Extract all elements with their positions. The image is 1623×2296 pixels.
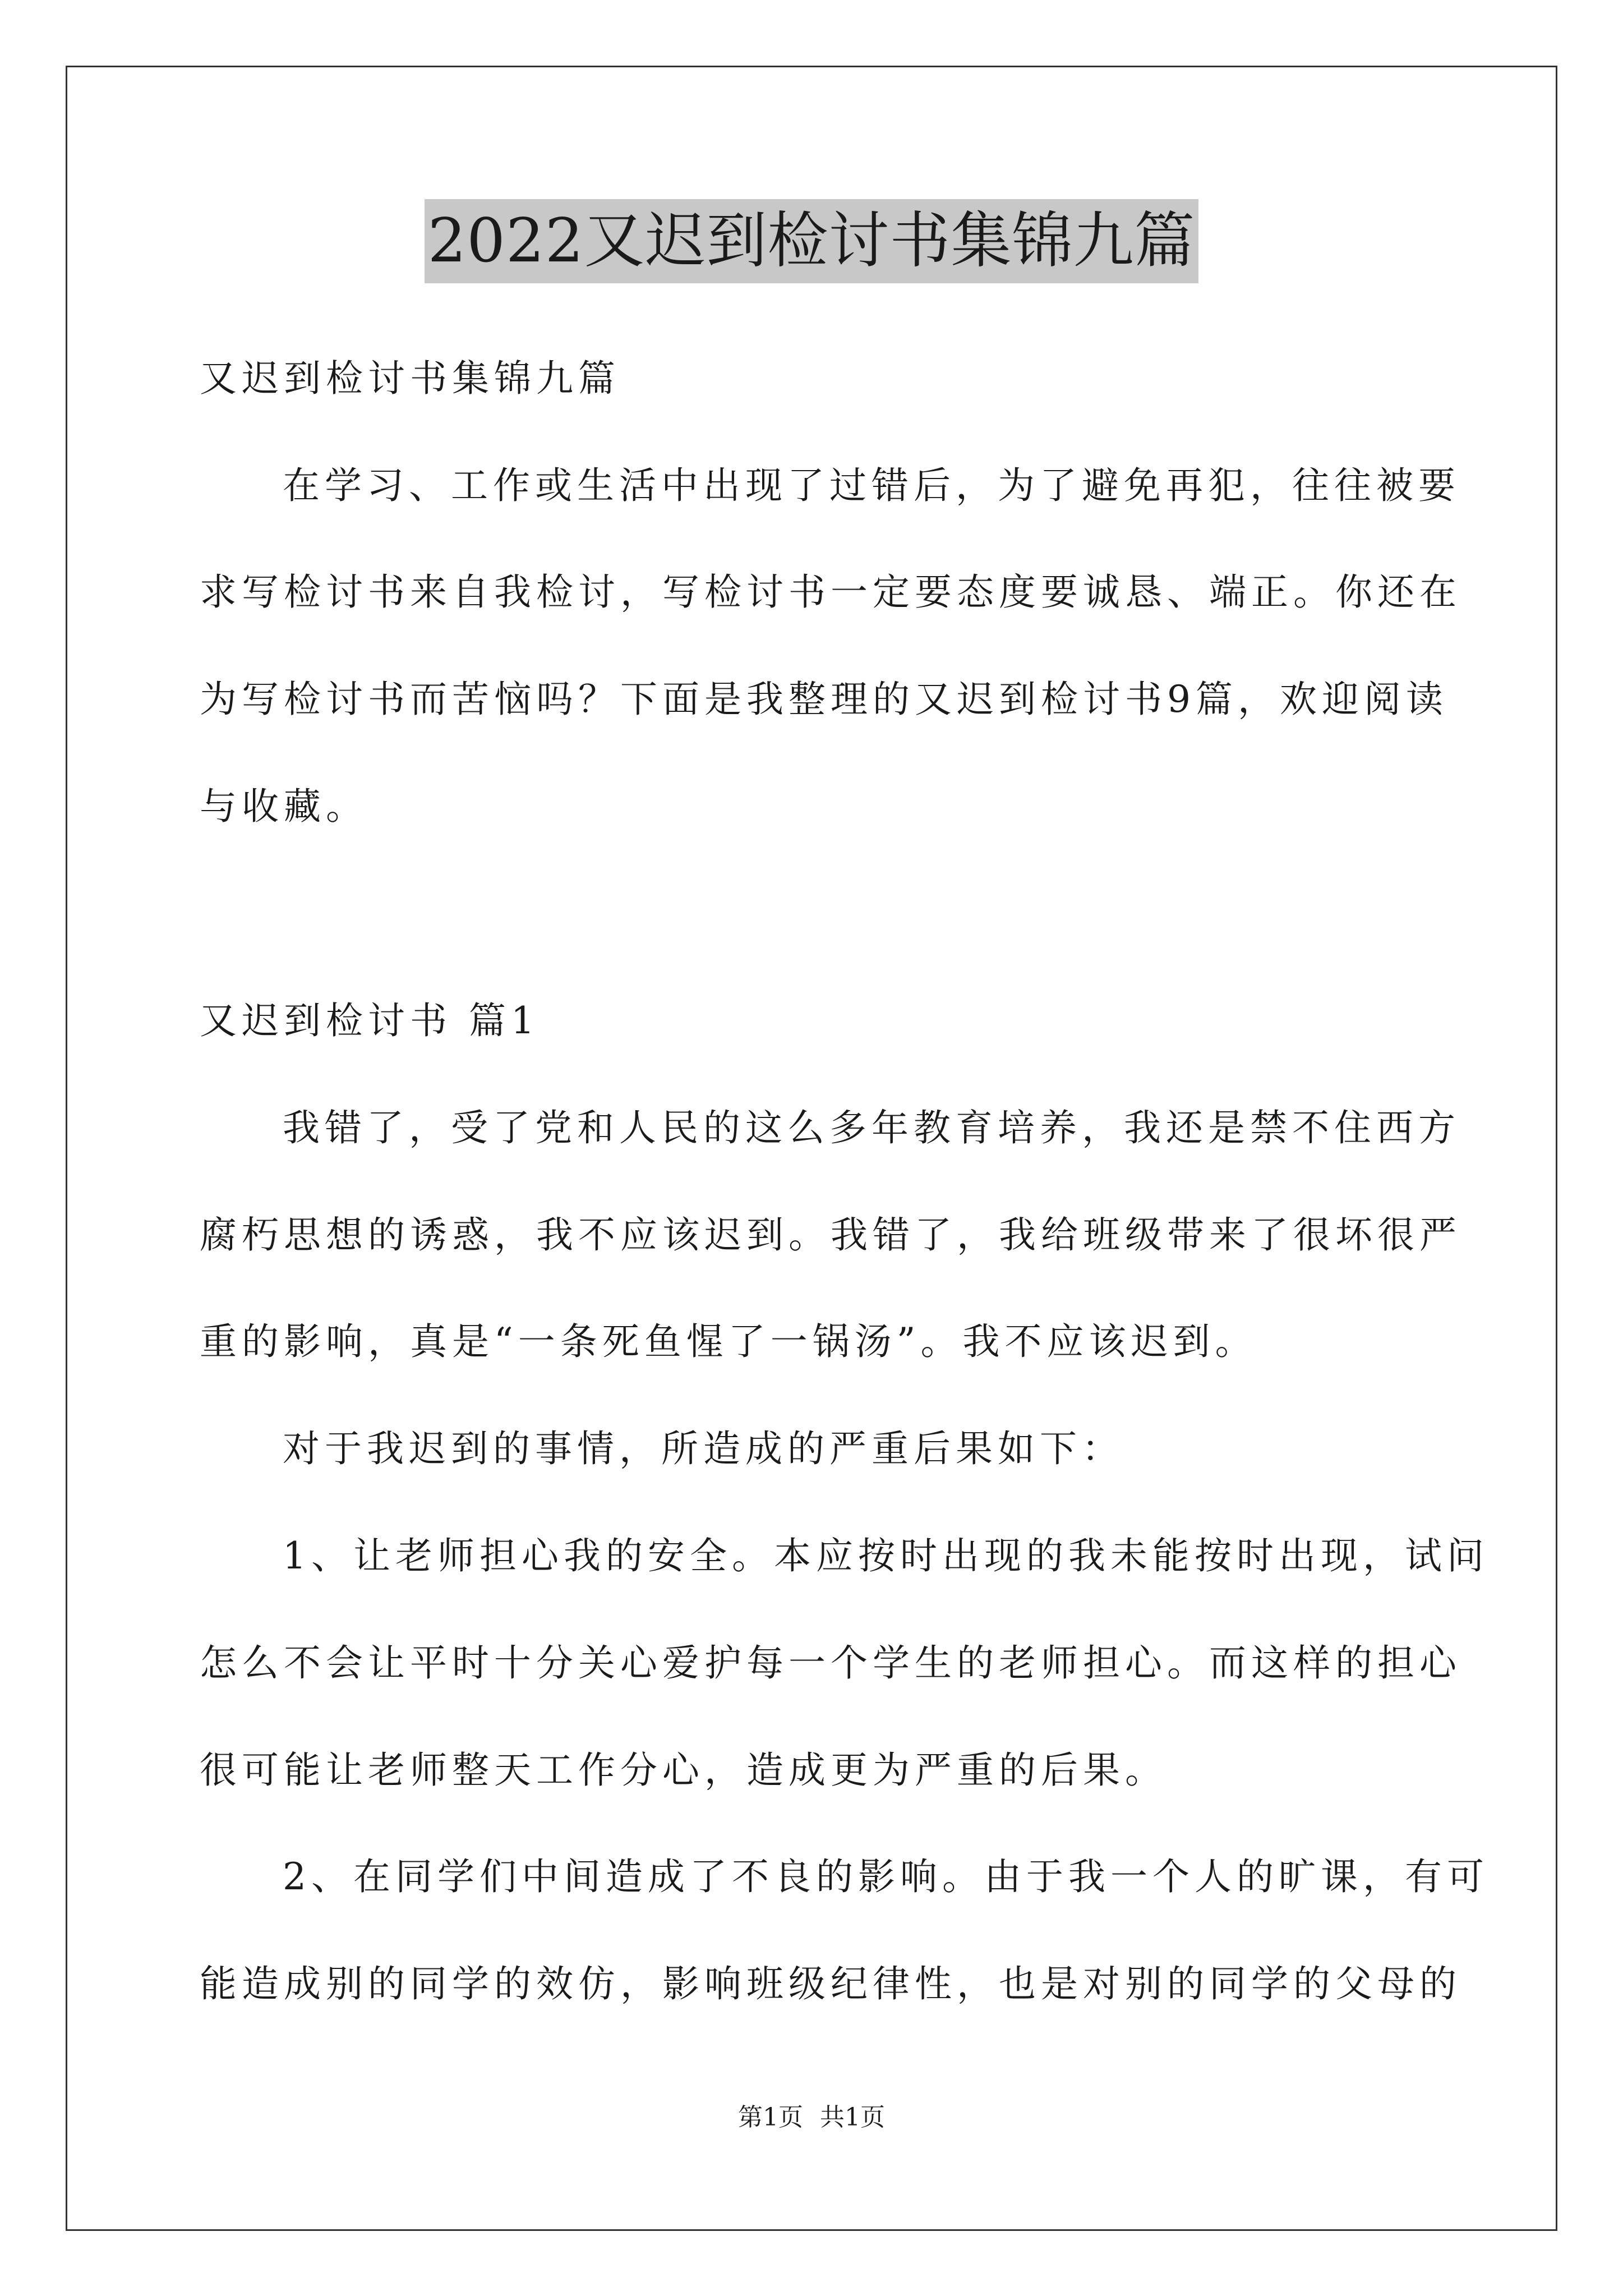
paragraph-line: 1、让老师担心我的安全。本应按时出现的我未能按时出现，试问 <box>283 1534 1489 1577</box>
paragraph-line: 腐朽思想的诱惑，我不应该迟到。我错了，我给班级带来了很坏很严 <box>200 1213 1461 1257</box>
paragraph-line: 对于我迟到的事情，所造成的严重后果如下： <box>283 1427 1124 1470</box>
intro-line: 在学习、工作或生活中出现了过错后，为了避免再犯，往往被要 <box>283 464 1460 507</box>
page-number: 第1页 <box>738 2103 803 2132</box>
paragraph-line: 2、在同学们中间造成了不良的影响。由于我一个人的旷课，有可 <box>283 1855 1489 1898</box>
title-wrap <box>0 199 1623 283</box>
paragraph-line: 很可能让老师整天工作分心，造成更为严重的后果。 <box>200 1749 1167 1792</box>
paragraph-line: 重的影响，真是“一条死鱼惺了一锅汤”。我不应该迟到。 <box>200 1320 1257 1363</box>
intro-line: 求写检讨书来自我检讨，写检讨书一定要态度要诚恳、端正。你还在 <box>200 570 1461 614</box>
page-footer <box>0 2101 1623 2134</box>
document-subtitle: 又迟到检讨书集锦九篇 <box>200 357 620 400</box>
section-heading: 又迟到检讨书 篇1 <box>200 999 540 1042</box>
page-total: 共1页 <box>820 2103 885 2132</box>
intro-line: 与收藏。 <box>200 785 368 828</box>
paragraph-line: 能造成别的同学的效仿，影响班级纪律性，也是对别的同学的父母的 <box>200 1962 1461 2005</box>
intro-line: 为写检讨书而苦恼吗？下面是我整理的又迟到检讨书9篇，欢迎阅读 <box>200 678 1448 721</box>
paragraph-line: 我错了，受了党和人民的这么多年教育培养，我还是禁不住西方 <box>283 1106 1460 1149</box>
paragraph-line: 怎么不会让平时十分关心爱护每一个学生的老师担心。而这样的担心 <box>200 1641 1461 1685</box>
document-title: 2022又迟到检讨书集锦九篇 <box>425 199 1199 283</box>
